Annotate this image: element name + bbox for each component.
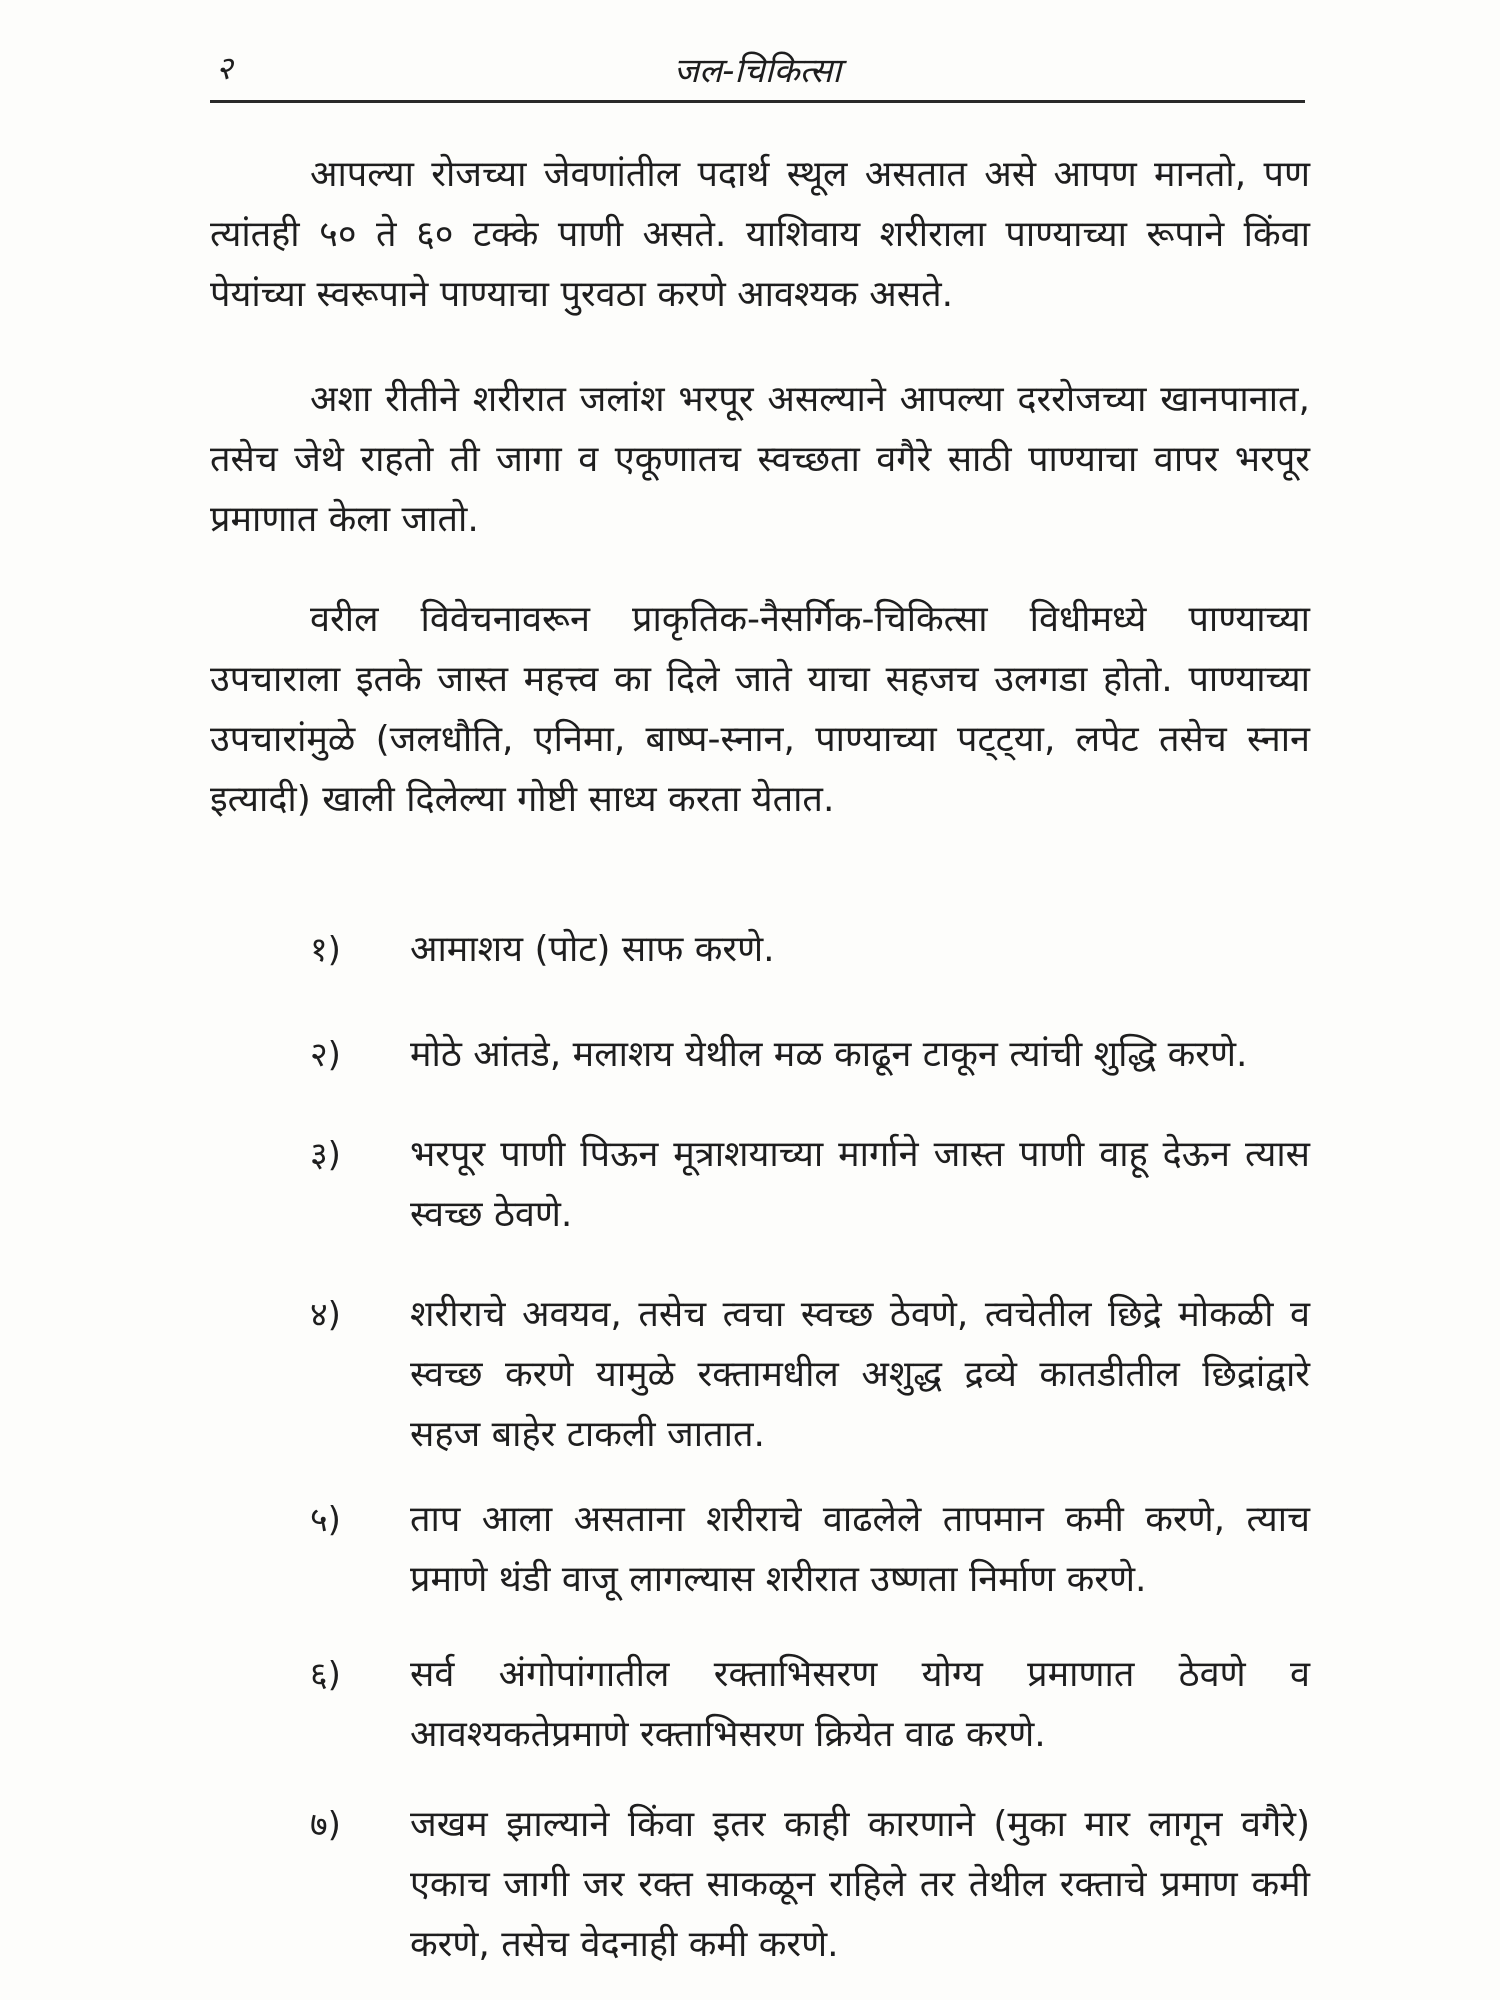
page-header (210, 40, 1305, 103)
list-item-text: मोठे आंतडे, मलाशय येथील मळ काढून टाकून त्यांची शुद्धि करणे. (410, 1034, 1248, 1075)
list-item-number: ३) (310, 1135, 341, 1175)
running-title: जल-चिकित्सा (673, 51, 842, 91)
list-item-text: भरपूर पाणी पिऊन मूत्राशयाच्या मार्गाने जास्त पाणी वाहू देऊन त्यास स्वच्छ ठेवणे. (410, 1134, 1310, 1235)
list-item-text: सर्व अंगोपांगातील रक्ताभिसरण योग्य प्रमाणात ठेवणे व आवश्यकतेप्रमाणे रक्ताभिसरण क्रियेत वाढ करणे. (410, 1654, 1310, 1755)
list-item-text: आमाशय (पोट) साफ करणे. (410, 929, 775, 970)
list-item-number: ७) (310, 1805, 341, 1845)
paragraph-1: आपल्या रोजच्या जेवणांतील पदार्थ स्थूल असतात असे आपण मानतो, पण त्यांतही ५० ते ६० टक्के पाणी असते. याशिवाय शरीराला पाण्याच्या रूपाने किंवा पेयांच्या स्वरूपाने पाण्याचा पुरवठा करणे आवश्यक असते. (210, 154, 1310, 315)
paragraph-2: अशा रीतीने शरीरात जलांश भरपूर असल्याने आपल्या दररोजच्या खानपानात, तसेच जेथे राहतो ती जागा व एकूणातच स्वच्छता वगैरे साठी पाण्याचा वापर भरपूर प्रमाणात केला जातो. (210, 379, 1310, 540)
list-item-number: ६) (310, 1655, 341, 1695)
paragraph-3: वरील विवेचनावरून प्राकृतिक-नैसर्गिक-चिकित्सा विधीमध्ये पाण्याच्या उपचाराला इतके जास्त महत्त्व का दिले जाते याचा सहजच उलगडा होतो. पाण्याच्या उपचारांमुळे (जलधौति, एनिमा, बाष्प-स्नान, पाण्याच्या पट्ट्या, लपेट तसेच स्नान इत्यादी) खाली दिलेल्या गोष्टी साध्य करता येतात. (210, 599, 1310, 820)
list-item-number: ५) (310, 1500, 341, 1540)
list-item-text: शरीराचे अवयव, तसेच त्वचा स्वच्छ ठेवणे, त्वचेतील छिद्रे मोकळी व स्वच्छ करणे यामुळे रक्तामधील अशुद्ध द्रव्ये कातडीतील छिद्रांद्वारे सहज बाहेर टाकली जातात. (410, 1294, 1310, 1455)
list-item-number: २) (310, 1035, 341, 1075)
list-item-text: जखम झाल्याने किंवा इतर काही कारणाने (मुका मार लागून वगैरे) एकाच जागी जर रक्त साकळून राहिले तर तेथील रक्ताचे प्रमाण कमी करणे, तसेच वेदनाही कमी करणे. (410, 1804, 1310, 1965)
page-number: २ (216, 49, 233, 87)
list-item-number: ४) (310, 1295, 341, 1335)
list-item-text: ताप आला असताना शरीराचे वाढलेले तापमान कमी करणे, त्याच प्रमाणे थंडी वाजू लागल्यास शरीरात उष्णता निर्माण करणे. (410, 1499, 1310, 1600)
list-item-number: १) (310, 930, 341, 970)
